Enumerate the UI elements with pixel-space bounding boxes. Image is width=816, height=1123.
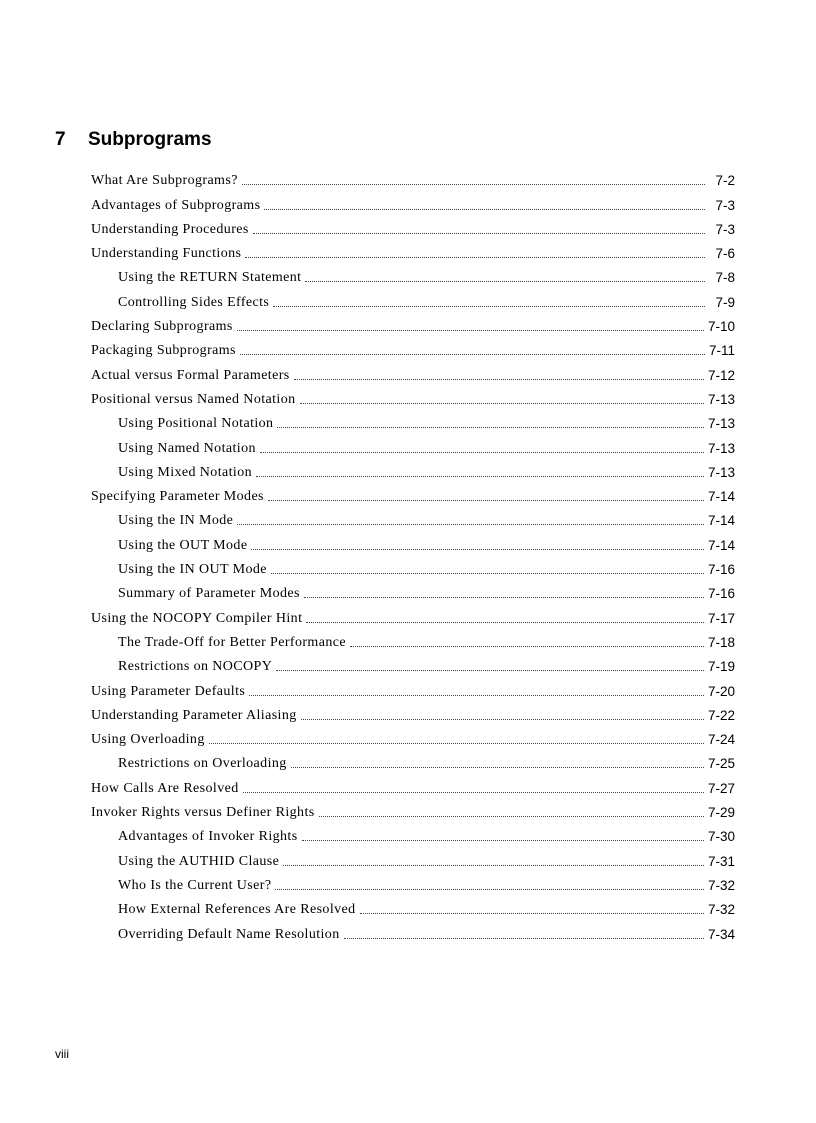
toc-entry-title[interactable]: Restrictions on Overloading — [118, 756, 287, 772]
toc-entry[interactable] — [91, 529, 735, 553]
dot-leader — [240, 354, 705, 355]
toc-entry[interactable] — [91, 457, 735, 481]
dot-leader — [360, 913, 704, 914]
toc-entry-page[interactable]: 7-3 — [715, 197, 735, 213]
toc-entry-page[interactable]: 7-32 — [707, 902, 735, 918]
toc-entry[interactable] — [91, 214, 735, 238]
toc-entry-title[interactable]: Using the IN OUT Mode — [118, 562, 267, 578]
dot-leader — [245, 257, 705, 258]
toc-entry-title[interactable]: Using the IN Mode — [118, 513, 234, 529]
toc-entry-page[interactable]: 7-24 — [707, 732, 735, 748]
dot-leader — [306, 622, 704, 623]
toc-entry-page[interactable]: 7-8 — [715, 270, 735, 286]
toc-entry[interactable] — [91, 554, 735, 578]
toc-entry[interactable] — [91, 505, 735, 529]
dot-leader — [277, 427, 704, 428]
toc-entry[interactable] — [91, 578, 735, 602]
dot-leader — [260, 452, 704, 453]
toc-entry-title[interactable]: Advantages of Invoker Rights — [118, 829, 298, 845]
toc-entry[interactable] — [91, 700, 735, 724]
toc-entry-page[interactable]: 7-30 — [707, 829, 735, 845]
dot-leader — [268, 500, 704, 501]
toc-entry-title[interactable]: Understanding Parameter Aliasing — [91, 707, 297, 723]
toc-entry-title[interactable]: Advantages of Subprograms — [91, 197, 261, 213]
toc-entry-page[interactable]: 7-6 — [715, 246, 735, 262]
toc-entry[interactable] — [91, 675, 735, 699]
toc-entry-title[interactable]: Who Is the Current User? — [118, 877, 272, 893]
toc-entry[interactable] — [91, 797, 735, 821]
toc-entry-title[interactable]: Using Overloading — [91, 732, 205, 748]
toc-entry-page[interactable]: 7-10 — [707, 319, 735, 335]
toc-entry-page[interactable]: 7-34 — [707, 926, 735, 942]
toc-entry-title[interactable]: How Calls Are Resolved — [91, 780, 239, 796]
toc-entry-title[interactable]: Positional versus Named Notation — [91, 391, 296, 407]
toc-entry-page[interactable]: 7-32 — [707, 877, 735, 893]
toc-entry[interactable] — [91, 408, 735, 432]
chapter-title: Subprograms — [88, 129, 212, 150]
toc-entry[interactable] — [91, 481, 735, 505]
dot-leader — [275, 889, 704, 890]
toc-entry-title[interactable]: Using Parameter Defaults — [91, 683, 246, 699]
toc-entry-page[interactable]: 7-13 — [707, 464, 735, 480]
toc-entry[interactable] — [91, 238, 735, 262]
toc-entry-page[interactable]: 7-22 — [707, 707, 735, 723]
toc-entry-page[interactable]: 7-12 — [707, 367, 735, 383]
dot-leader — [301, 719, 704, 720]
toc-entry-title[interactable]: How External References Are Resolved — [118, 902, 356, 918]
toc-entry-page[interactable]: 7-3 — [715, 221, 735, 237]
dot-leader — [283, 865, 704, 866]
toc-entry-page[interactable]: 7-14 — [707, 537, 735, 553]
toc-entry-page[interactable]: 7-17 — [707, 610, 735, 626]
page-number: viii — [55, 1047, 69, 1061]
toc-entry-page[interactable]: 7-9 — [715, 294, 735, 310]
dot-leader — [350, 646, 704, 647]
toc-entry-page[interactable]: 7-25 — [707, 756, 735, 772]
dot-leader — [305, 281, 705, 282]
toc-entry-title[interactable]: Understanding Functions — [91, 246, 242, 262]
toc-entry[interactable] — [91, 748, 735, 772]
dot-leader — [249, 695, 704, 696]
dot-leader — [237, 330, 704, 331]
dot-leader — [344, 938, 704, 939]
toc-entry[interactable] — [91, 870, 735, 894]
dot-leader — [256, 476, 704, 477]
toc-entry[interactable] — [91, 845, 735, 869]
toc-entry[interactable] — [91, 335, 735, 359]
dot-leader — [253, 233, 705, 234]
toc-entry-title[interactable]: What Are Subprograms? — [91, 173, 238, 189]
toc-entry-title[interactable]: Understanding Procedures — [91, 221, 249, 237]
dot-leader — [291, 767, 704, 768]
toc-entry[interactable] — [91, 286, 735, 310]
toc-entry-title[interactable]: Overriding Default Name Resolution — [118, 926, 340, 942]
toc-entry-title[interactable]: Specifying Parameter Modes — [91, 489, 264, 505]
table-of-contents — [91, 165, 735, 943]
dot-leader — [273, 306, 705, 307]
toc-entry[interactable] — [91, 262, 735, 286]
toc-entry-title[interactable]: The Trade-Off for Better Performance — [118, 634, 346, 650]
toc-entry-page[interactable]: 7-19 — [707, 659, 735, 675]
toc-entry-title[interactable]: Using the AUTHID Clause — [118, 853, 280, 869]
toc-entry-title[interactable]: Using Named Notation — [118, 440, 256, 456]
toc-entry-title[interactable]: Actual versus Formal Parameters — [91, 367, 290, 383]
toc-entry-title[interactable]: Restrictions on NOCOPY — [118, 659, 273, 675]
toc-entry-title[interactable]: Using the NOCOPY Compiler Hint — [91, 610, 303, 626]
toc-entry-page[interactable]: 7-14 — [707, 513, 735, 529]
dot-leader — [237, 524, 704, 525]
toc-entry[interactable] — [91, 384, 735, 408]
dot-leader — [304, 597, 704, 598]
toc-entry-title[interactable]: Declaring Subprograms — [91, 319, 233, 335]
toc-entry[interactable] — [91, 189, 735, 213]
toc-entry-page[interactable]: 7-18 — [707, 634, 735, 650]
chapter-heading — [55, 128, 212, 152]
dot-leader — [271, 573, 704, 574]
toc-entry-title[interactable]: Using the RETURN Statement — [118, 270, 302, 286]
toc-entry[interactable] — [91, 918, 735, 942]
dot-leader — [294, 379, 704, 380]
dot-leader — [276, 670, 704, 671]
toc-entry-title[interactable]: Summary of Parameter Modes — [118, 586, 300, 602]
chapter-number: 7 — [55, 129, 66, 150]
toc-entry-page[interactable]: 7-13 — [707, 440, 735, 456]
toc-entry-page[interactable]: 7-14 — [707, 489, 735, 505]
toc-entry-title[interactable]: Using the OUT Mode — [118, 537, 248, 553]
toc-entry[interactable] — [91, 359, 735, 383]
toc-entry-page[interactable]: 7-31 — [707, 853, 735, 869]
toc-entry-title[interactable]: Using Positional Notation — [118, 416, 274, 432]
toc-entry-page[interactable]: 7-20 — [707, 683, 735, 699]
dot-leader — [243, 792, 704, 793]
dot-leader — [300, 403, 704, 404]
dot-leader — [302, 840, 704, 841]
toc-entry-title[interactable]: Invoker Rights versus Definer Rights — [91, 805, 315, 821]
dot-leader — [264, 209, 705, 210]
dot-leader — [242, 184, 705, 185]
toc-entry-title[interactable]: Using Mixed Notation — [118, 464, 252, 480]
toc-entry[interactable] — [91, 602, 735, 626]
toc-entry[interactable] — [91, 894, 735, 918]
toc-entry[interactable] — [91, 821, 735, 845]
toc-entry[interactable] — [91, 165, 735, 189]
toc-entry[interactable] — [91, 432, 735, 456]
dot-leader — [319, 816, 704, 817]
toc-entry[interactable] — [91, 311, 735, 335]
toc-entry-page[interactable]: 7-13 — [707, 391, 735, 407]
toc-entry-page[interactable]: 7-11 — [708, 343, 735, 359]
toc-entry-page[interactable]: 7-13 — [707, 416, 735, 432]
toc-entry[interactable] — [91, 627, 735, 651]
toc-entry-page[interactable]: 7-16 — [707, 562, 735, 578]
toc-entry-page[interactable]: 7-29 — [707, 805, 735, 821]
dot-leader — [209, 743, 704, 744]
toc-entry-title[interactable]: Controlling Sides Effects — [118, 294, 270, 310]
toc-entry-page[interactable]: 7-2 — [715, 173, 735, 189]
toc-entry[interactable] — [91, 772, 735, 796]
toc-entry-page[interactable]: 7-27 — [707, 780, 735, 796]
toc-entry[interactable] — [91, 724, 735, 748]
dot-leader — [251, 549, 704, 550]
toc-entry-title[interactable]: Packaging Subprograms — [91, 343, 236, 359]
toc-entry[interactable] — [91, 651, 735, 675]
toc-entry-page[interactable]: 7-16 — [707, 586, 735, 602]
